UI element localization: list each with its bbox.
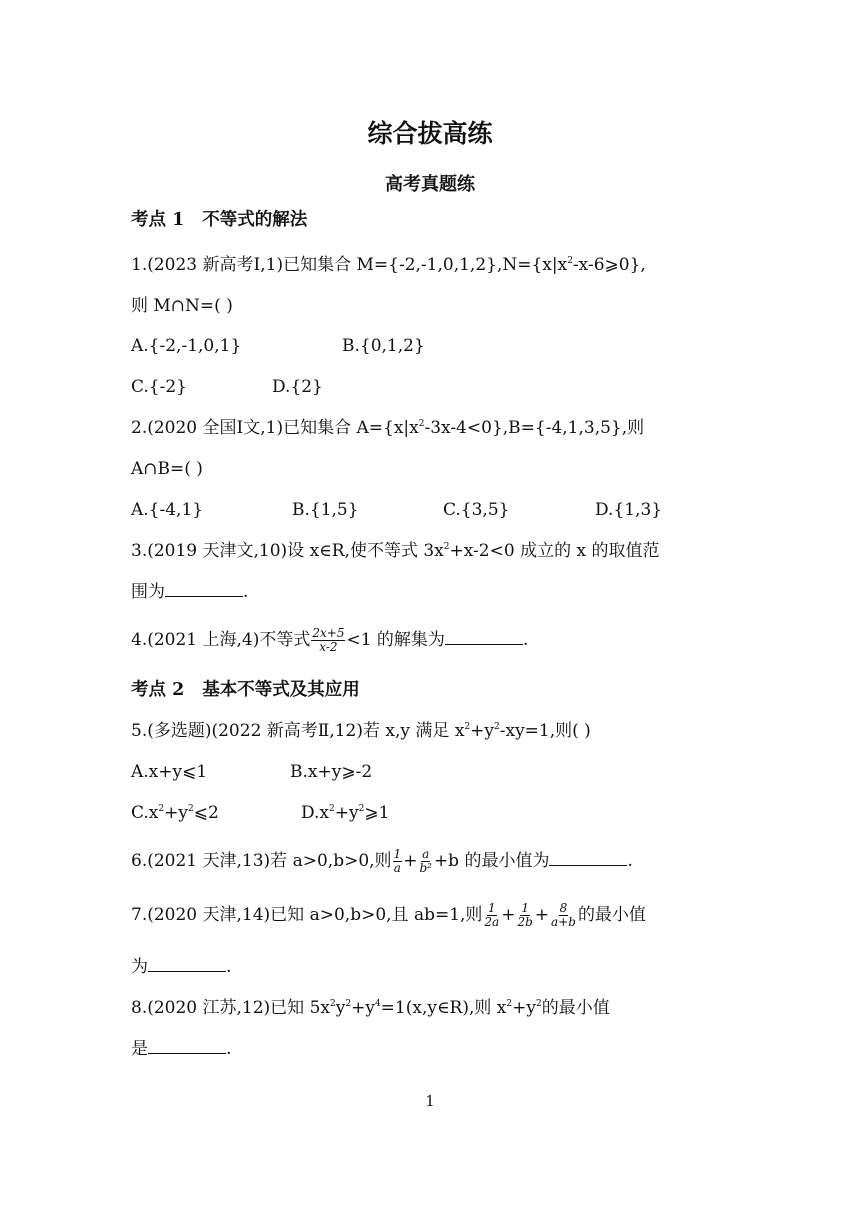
fraction: $\frac{2x+5}{x-2}$ — [312, 626, 345, 654]
option-d[interactable]: D.{1,3} — [595, 500, 663, 520]
answer-blank[interactable] — [445, 628, 523, 645]
question-5-options-row-2 — [131, 801, 389, 825]
answer-blank[interactable] — [148, 955, 226, 972]
question-6: 6.(2021 天津,13)若 a>0,b>0,则 $\frac{1}{a}$ + $\frac{a}{\text{b²}}$ +b 的最小值为 . — [131, 847, 633, 875]
question-1-line-2: 则 M∩N=( ) — [131, 296, 233, 316]
question-8-line-2: 是 . — [131, 1039, 232, 1059]
question-2-line-2: A∩B=( ) — [131, 459, 203, 479]
option-b[interactable]: B.{1,5} — [292, 500, 359, 520]
page-subtitle: 高考真题练 — [385, 174, 475, 195]
fraction: $\frac{8}{a+b}$ — [551, 901, 576, 929]
fraction: $\frac{1}{2a}$ — [484, 901, 500, 929]
option-d[interactable]: D.{2} — [272, 377, 323, 397]
question-1-options-row-1 — [131, 334, 425, 358]
option-a[interactable]: A.{-4,1} — [131, 500, 204, 520]
fraction: $\frac{a}{\text{b²}}$ — [419, 847, 432, 875]
fraction: $\frac{1}{a}$ — [393, 847, 402, 875]
section-heading-2: 考点 2 基本不等式及其应用 — [131, 680, 360, 700]
question-5-options-row-1 — [131, 760, 372, 784]
question-4: 4.(2021 上海,4)不等式 $\frac{2x+5}{x-2}$ <1 的解集为 . — [131, 626, 529, 654]
option-b[interactable]: B.{0,1,2} — [342, 336, 425, 356]
option-b[interactable]: B.x+y⩾-2 — [290, 762, 373, 782]
question-2-options — [131, 498, 662, 522]
answer-blank[interactable] — [549, 849, 627, 866]
option-a[interactable]: A.{-2,-1,0,1} — [131, 336, 242, 356]
option-d[interactable]: $D.x^2+y^2⩾1$ — [301, 803, 390, 823]
section-heading-1: 考点 1 不等式的解法 — [131, 210, 308, 230]
fraction: $\frac{1}{2b}$ — [517, 901, 533, 929]
question-3-line-1: 3.(2019 天津文,10)设 x∈R,使不等式 $3x^2+x-2<0$ 成立的 x 的取值范 — [131, 541, 660, 561]
option-a[interactable]: A.x+y⩽1 — [131, 762, 208, 782]
question-7-line-2: 为 . — [131, 957, 232, 977]
page-title: 综合拔高练 — [367, 119, 493, 148]
question-1-line-1: 1.(2023 新高考Ⅰ,1)已知集合 $M=\{-2,-1,0,1,2\},N=\{x|x^2-x-6⩾0\}$, — [131, 255, 646, 275]
answer-blank[interactable] — [165, 580, 243, 597]
option-c[interactable]: $C.x^2+y^2⩽2$ — [131, 803, 219, 823]
question-5-line-1: 5.(多选题)(2022 新高考Ⅱ,12)若 x,y 满足 $x^2+y^2-xy=1$,则( ) — [131, 721, 591, 741]
question-8-line-1: 8.(2020 江苏,12)已知 $5x^2y^2+y^4=1(x,y\in R)$,则 $x^2+y^2$的最小值 — [131, 998, 610, 1018]
question-1-options-row-2 — [131, 375, 323, 399]
question-7-line-1: 7.(2020 天津,14)已知 a>0,b>0,且 ab=1,则 $\frac{1}{2a}$ + $\frac{1}{2b}$ + $\frac{8}{a+b}$ 的最小值 — [131, 901, 646, 929]
answer-blank[interactable] — [148, 1037, 226, 1054]
question-3-line-2: 围为 . — [131, 582, 249, 602]
option-c[interactable]: C.{-2} — [131, 377, 187, 397]
question-2-line-1: 2.(2020 全国Ⅰ文,1)已知集合 $A=\{x|x^2-3x-4<0\},B=\{-4,1,3,5\}$,则 — [131, 418, 645, 438]
option-c[interactable]: C.{3,5} — [443, 500, 510, 520]
page-number: 1 — [425, 1092, 435, 1110]
